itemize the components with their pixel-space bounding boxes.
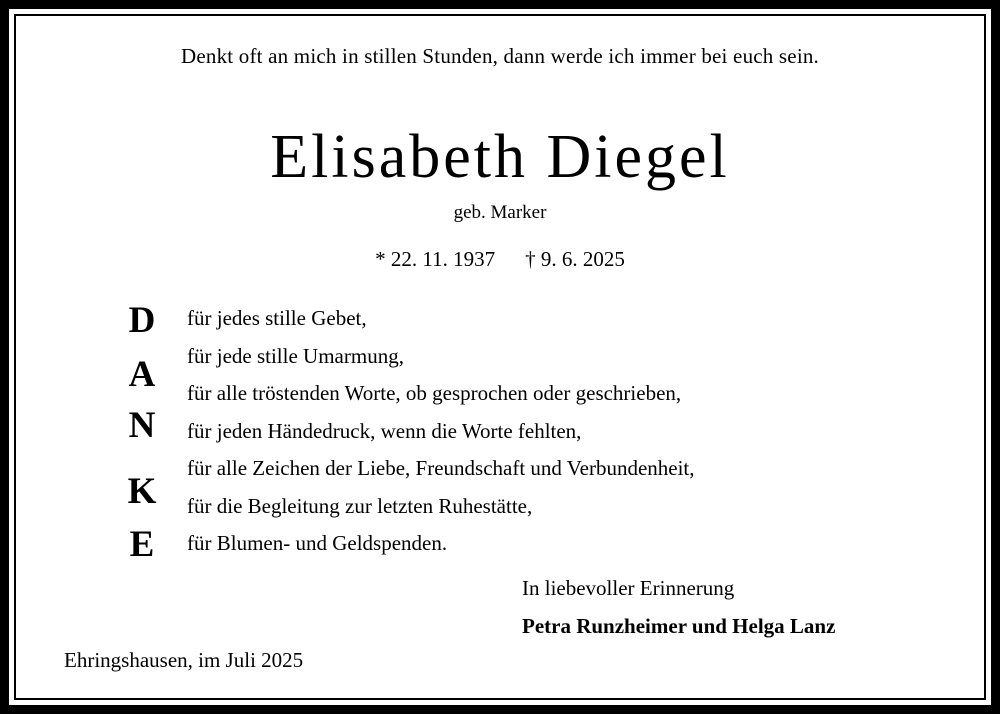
danke-letter-k: K <box>127 471 157 512</box>
thanks-line: für alle tröstenden Worte, ob gesprochen oder geschrieben, <box>187 381 682 405</box>
thanks-line: für jeden Händedruck, wenn die Worte fehlten, <box>187 418 582 443</box>
thanks-line: für jede stille Umarmung, <box>187 343 404 368</box>
deceased-name: Elisabeth Diegel <box>270 123 730 191</box>
danke-letter-e: E <box>129 524 155 565</box>
life-dates <box>0 247 1000 272</box>
death-date: † 9. 6. 2025 <box>525 247 625 271</box>
danke-letter-d: D <box>128 300 156 341</box>
closing-phrase: In liebevoller Erinnerung <box>522 576 735 600</box>
place-and-date: Ehringshausen, im Juli 2025 <box>64 648 304 672</box>
thanks-line: für alle Zeichen der Liebe, Freundschaft und Verbundenheit, <box>187 456 695 480</box>
thanks-line: für Blumen- und Geldspenden. <box>187 531 448 555</box>
thanks-line: für die Begleitung zur letzten Ruhestätte, <box>187 493 533 518</box>
maiden-name: geb. Marker <box>453 202 547 223</box>
thanks-list <box>187 300 887 563</box>
signers: Petra Runzheimer und Helga Lanz <box>522 614 836 638</box>
thanks-line: für jedes stille Gebet, <box>187 306 367 330</box>
danke-letter-n: N <box>128 405 156 446</box>
birth-date: * 22. 11. 1937 <box>375 247 496 271</box>
danke-letter-a: A <box>128 354 156 395</box>
danke-acrostic <box>112 300 172 565</box>
motto: Denkt oft an mich in stillen Stunden, dann werde ich immer bei euch sein. <box>180 44 820 68</box>
